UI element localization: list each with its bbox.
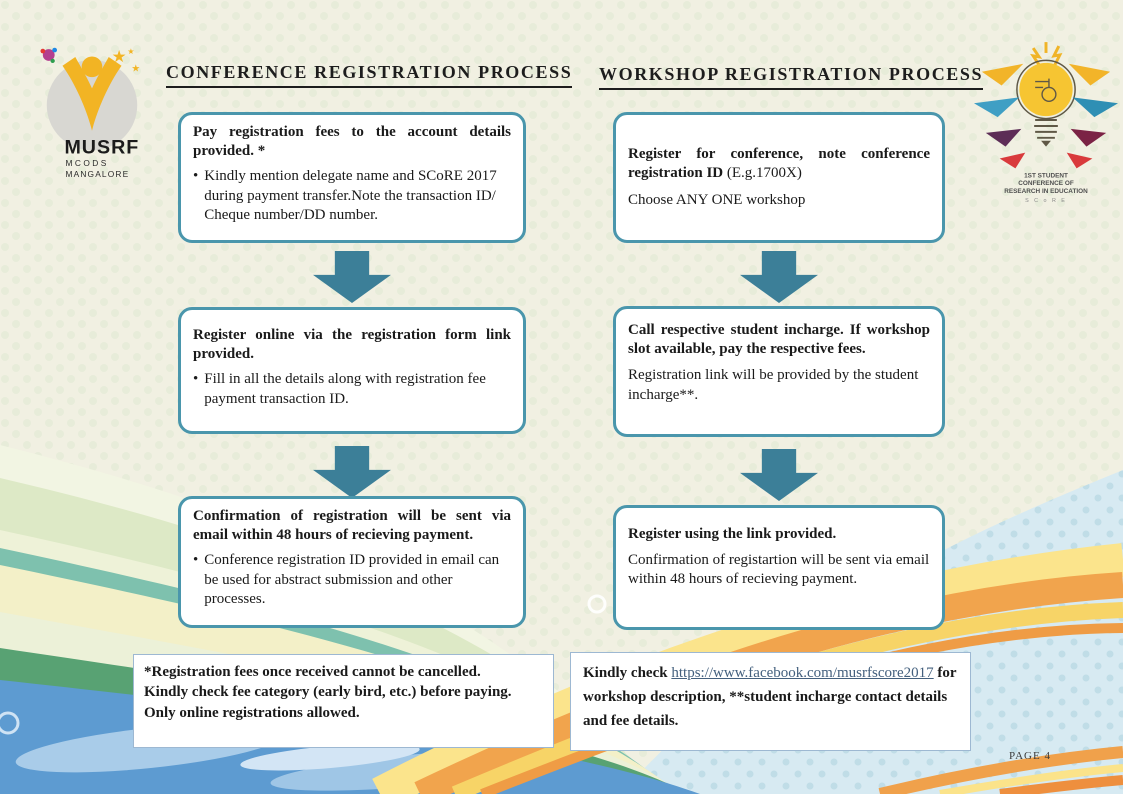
bulb-icon [1017,60,1075,146]
conference-column-title: CONFERENCE REGISTRATION PROCESS [166,62,572,88]
step-heading-normal: (E.g.1700X) [723,165,802,182]
step-body: Confirmation of registartion will be sent via email within 48 hours of recieving payment. [628,552,930,588]
footnote-suffix: for workshop description, **student incharge contact details and fee details. [583,665,957,729]
score-logo-line3: RESEARCH IN EDUCATION [1004,188,1088,196]
conference-step1-box [178,112,526,243]
workshop-step2-box [613,306,945,437]
workshop-column-title: WORKSHOP REGISTRATION PROCESS [599,64,983,90]
bullet-marker: • [193,168,199,185]
musrf-logo-sub2: MANGALORE [65,168,130,179]
step-body: Choose ANY ONE workshop [628,191,806,208]
workshop-step1-box [613,112,945,243]
score-logo-text [1004,172,1088,204]
step-bullet [193,370,511,408]
conference-step3-box [178,496,526,628]
svg-text:★: ★ [111,45,127,66]
score-logo [972,42,1120,204]
bullet-marker: • [193,552,199,569]
facebook-link[interactable]: https://www.facebook.com/musrfscore2017 [671,665,934,681]
musrf-logo [33,42,151,185]
step-heading: Pay registration fees to the account details provided. * [193,124,511,160]
musrf-logo-title: MUSRF [64,136,140,159]
step-heading: Call respective student incharge. If workshop slot available, pay the respective fees. [628,322,930,358]
workshop-step3-box [613,505,945,630]
bullet-marker: • [193,371,199,388]
score-logo-line1: 1ST STUDENT [1024,172,1068,180]
musrf-logo-sub1: MCODS [65,158,109,169]
step-heading-bold: Register for conference, note conference registration ID [628,146,930,182]
step-bullet [193,551,511,609]
footnote-line: *Registration fees once received cannot be cancelled. [144,664,481,680]
step-heading [628,145,930,183]
bullet-text: Fill in all the details along with registration fee payment transaction ID. [204,371,486,407]
step-heading: Register using the link provided. [628,526,837,542]
score-logo-line2: CONFERENCE OF [1018,180,1074,188]
svg-text:★: ★ [131,63,141,75]
bullet-text: Kindly mention delegate name and SCoRE 2017 during payment transfer.Note the transaction ID/ Cheque number/DD number. [204,168,497,223]
conference-footnote-box [133,654,554,748]
svg-text:★: ★ [127,47,135,57]
step-heading: Register online via the registration form link provided. [193,327,511,363]
page-number: PAGE 4 [1009,750,1051,762]
brain-burst-icon [40,48,57,63]
step-body: Registration link will be provided by the student incharge**. [628,367,919,403]
step-bullet [193,167,511,225]
footnote-line: Only online registrations allowed. [144,704,360,721]
bullet-text: Conference registration ID provided in email can be used for abstract submission and other processes. [204,552,500,607]
footnote-line: Kindly check fee category (early bird, etc.) before paying. [144,684,512,701]
workshop-footnote-box [570,652,971,751]
score-logo-line4: S C o R E [1025,197,1067,204]
step-heading: Confirmation of registration will be sent via email within 48 hours of recieving payment. [193,508,511,544]
footnote-prefix: Kindly check [583,665,672,681]
conference-step2-box [178,307,526,434]
